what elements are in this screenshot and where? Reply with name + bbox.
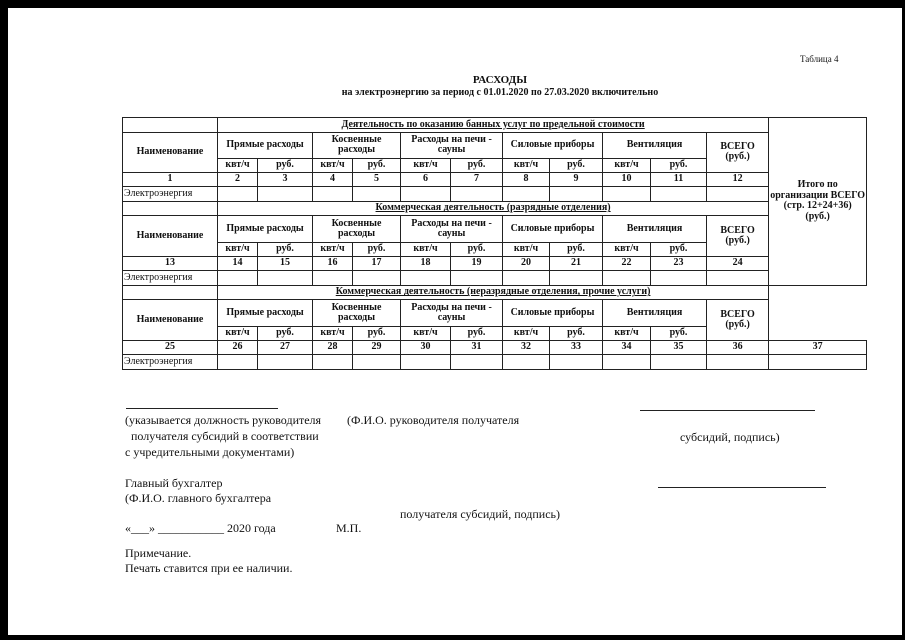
column-group-header: Косвенные расходы [313, 132, 401, 159]
unit-kwh-header: квт/ч [401, 159, 451, 172]
section-title: Деятельность по оказанию банных услуг по предельной стоимости [218, 118, 769, 133]
unit-kwh-header: квт/ч [503, 159, 550, 172]
accountant-sign-line [658, 487, 826, 488]
empty-value-cell [451, 187, 503, 202]
column-number: 34 [603, 340, 651, 355]
empty-value-cell [550, 271, 603, 286]
total-column-header: ВСЕГО (руб.) [707, 132, 769, 172]
empty-value-cell [353, 271, 401, 286]
name-header-blank [123, 118, 218, 133]
empty-value-cell [651, 355, 707, 370]
column-number: 16 [313, 256, 353, 271]
electricity-row-label: Электроэнергия [123, 355, 218, 370]
section-title: Коммерческая деятельность (неразрядные отделения, прочие услуги) [218, 285, 769, 300]
column-group-header: Силовые приборы [503, 216, 603, 243]
empty-value-cell [313, 271, 353, 286]
total-column-header: ВСЕГО (руб.) [707, 300, 769, 340]
column-number: 30 [401, 340, 451, 355]
head-sign-text: субсидий, подпись) [680, 430, 780, 444]
accountant-title: Главный бухгалтер [125, 476, 223, 490]
total-column-header: ВСЕГО (руб.) [707, 216, 769, 256]
electricity-row-label: Электроэнергия [123, 271, 218, 286]
unit-kwh-header: квт/ч [503, 327, 550, 340]
date-field: «___» ___________ 2020 года [125, 521, 276, 535]
empty-value-cell [353, 187, 401, 202]
column-number: 28 [313, 340, 353, 355]
unit-rub-header: руб. [651, 327, 707, 340]
document-title: РАСХОДЫ [472, 74, 528, 86]
unit-kwh-header: квт/ч [503, 243, 550, 256]
column-number: 25 [123, 340, 218, 355]
unit-kwh-header: квт/ч [401, 243, 451, 256]
unit-rub-header: руб. [451, 243, 503, 256]
column-number: 32 [503, 340, 550, 355]
org-total-header: Итого по организации ВСЕГО (стр. 12+24+36) (руб.) [769, 118, 867, 286]
scan-border-bottom [0, 635, 905, 640]
column-group-header: Расходы на печи - сауны [401, 300, 503, 327]
empty-value-cell [451, 355, 503, 370]
empty-value-cell [258, 271, 313, 286]
unit-kwh-header: квт/ч [401, 327, 451, 340]
column-number: 19 [451, 256, 503, 271]
head-position-text-3: с учредительными документами) [125, 445, 295, 459]
note-title: Примечание. [125, 546, 192, 560]
empty-value-cell [707, 187, 769, 202]
column-group-header: Косвенные расходы [313, 216, 401, 243]
column-number: 6 [401, 172, 451, 187]
empty-value-cell [258, 355, 313, 370]
empty-value-cell [313, 187, 353, 202]
column-number: 15 [258, 256, 313, 271]
column-number: 35 [651, 340, 707, 355]
column-number: 12 [707, 172, 769, 187]
name-column-header: Наименование [123, 300, 218, 340]
column-number: 8 [503, 172, 550, 187]
column-group-header: Вентиляция [603, 132, 707, 159]
column-number: 14 [218, 256, 258, 271]
empty-value-cell [550, 355, 603, 370]
unit-rub-header: руб. [258, 327, 313, 340]
document-subtitle: на электроэнергию за период с 01.01.2020 по 27.03.2020 включительно [341, 87, 659, 98]
empty-value-cell [218, 271, 258, 286]
section-title: Коммерческая деятельность (разрядные отделения) [218, 201, 769, 216]
unit-kwh-header: квт/ч [218, 327, 258, 340]
column-group-header: Прямые расходы [218, 216, 313, 243]
unit-rub-header: руб. [651, 159, 707, 172]
unit-rub-header: руб. [258, 243, 313, 256]
empty-value-cell [707, 271, 769, 286]
unit-rub-header: руб. [451, 327, 503, 340]
column-group-header: Прямые расходы [218, 300, 313, 327]
empty-value-cell [503, 271, 550, 286]
empty-value-cell [401, 355, 451, 370]
column-number: 9 [550, 172, 603, 187]
column-number: 20 [503, 256, 550, 271]
unit-kwh-header: квт/ч [603, 159, 651, 172]
column-number: 7 [451, 172, 503, 187]
unit-rub-header: руб. [651, 243, 707, 256]
empty-value-cell [401, 271, 451, 286]
column-number: 17 [353, 256, 401, 271]
empty-value-cell [353, 355, 401, 370]
empty-value-cell [218, 355, 258, 370]
column-group-header: Прямые расходы [218, 132, 313, 159]
unit-kwh-header: квт/ч [603, 243, 651, 256]
empty-value-cell [603, 187, 651, 202]
head-position-text-2: получателя субсидий в соответствии [131, 429, 319, 443]
column-number: 13 [123, 256, 218, 271]
name-header-blank [123, 201, 218, 216]
name-column-header: Наименование [123, 132, 218, 172]
name-column-header: Наименование [123, 216, 218, 256]
empty-value-cell [769, 355, 867, 370]
unit-rub-header: руб. [451, 159, 503, 172]
empty-value-cell [651, 187, 707, 202]
head-sign-line [640, 410, 815, 411]
accountant-fio-text: (Ф.И.О. главного бухгалтера [125, 491, 272, 505]
column-group-header: Расходы на печи - сауны [401, 132, 503, 159]
unit-rub-header: руб. [550, 243, 603, 256]
unit-kwh-header: квт/ч [313, 159, 353, 172]
empty-value-cell [258, 187, 313, 202]
column-group-header: Вентиляция [603, 216, 707, 243]
scan-border-top [0, 0, 905, 8]
column-group-header: Силовые приборы [503, 300, 603, 327]
unit-kwh-header: квт/ч [603, 327, 651, 340]
column-number: 4 [313, 172, 353, 187]
unit-rub-header: руб. [550, 327, 603, 340]
accountant-sign-text: получателя субсидий, подпись) [400, 507, 561, 521]
column-number: 11 [651, 172, 707, 187]
empty-value-cell [503, 187, 550, 202]
column-number: 33 [550, 340, 603, 355]
unit-kwh-header: квт/ч [313, 243, 353, 256]
empty-value-cell [550, 187, 603, 202]
empty-value-cell [313, 355, 353, 370]
unit-rub-header: руб. [353, 159, 401, 172]
empty-value-cell [218, 187, 258, 202]
column-number: 3 [258, 172, 313, 187]
column-group-header: Косвенные расходы [313, 300, 401, 327]
empty-value-cell [451, 271, 503, 286]
column-group-header: Расходы на печи - сауны [401, 216, 503, 243]
head-fio-text: (Ф.И.О. руководителя получателя [347, 413, 520, 427]
column-number: 31 [451, 340, 503, 355]
unit-rub-header: руб. [258, 159, 313, 172]
column-number: 18 [401, 256, 451, 271]
head-position-text-1: (указывается должность руководителя [125, 413, 322, 427]
stamp-placeholder: М.П. [336, 521, 362, 535]
unit-kwh-header: квт/ч [218, 243, 258, 256]
note-text: Печать ставится при ее наличии. [125, 561, 293, 575]
empty-value-cell [603, 355, 651, 370]
expenses-table [122, 117, 867, 370]
empty-value-cell [503, 355, 550, 370]
column-group-header: Вентиляция [603, 300, 707, 327]
unit-kwh-header: квт/ч [218, 159, 258, 172]
name-header-blank [123, 285, 218, 300]
column-number: 26 [218, 340, 258, 355]
column-number: 22 [603, 256, 651, 271]
empty-value-cell [401, 187, 451, 202]
empty-value-cell [603, 271, 651, 286]
column-number: 10 [603, 172, 651, 187]
table-number-label: Таблица 4 [800, 54, 839, 64]
head-position-line [126, 408, 278, 409]
column-number: 24 [707, 256, 769, 271]
column-number: 37 [769, 340, 867, 355]
column-number: 36 [707, 340, 769, 355]
column-group-header: Силовые приборы [503, 132, 603, 159]
electricity-row-label: Электроэнергия [123, 187, 218, 202]
unit-kwh-header: квт/ч [313, 327, 353, 340]
unit-rub-header: руб. [353, 243, 401, 256]
column-number: 2 [218, 172, 258, 187]
unit-rub-header: руб. [550, 159, 603, 172]
column-number: 21 [550, 256, 603, 271]
column-number: 29 [353, 340, 401, 355]
unit-rub-header: руб. [353, 327, 401, 340]
column-number: 5 [353, 172, 401, 187]
empty-value-cell [651, 271, 707, 286]
column-number: 1 [123, 172, 218, 187]
column-number: 27 [258, 340, 313, 355]
empty-value-cell [707, 355, 769, 370]
column-number: 23 [651, 256, 707, 271]
